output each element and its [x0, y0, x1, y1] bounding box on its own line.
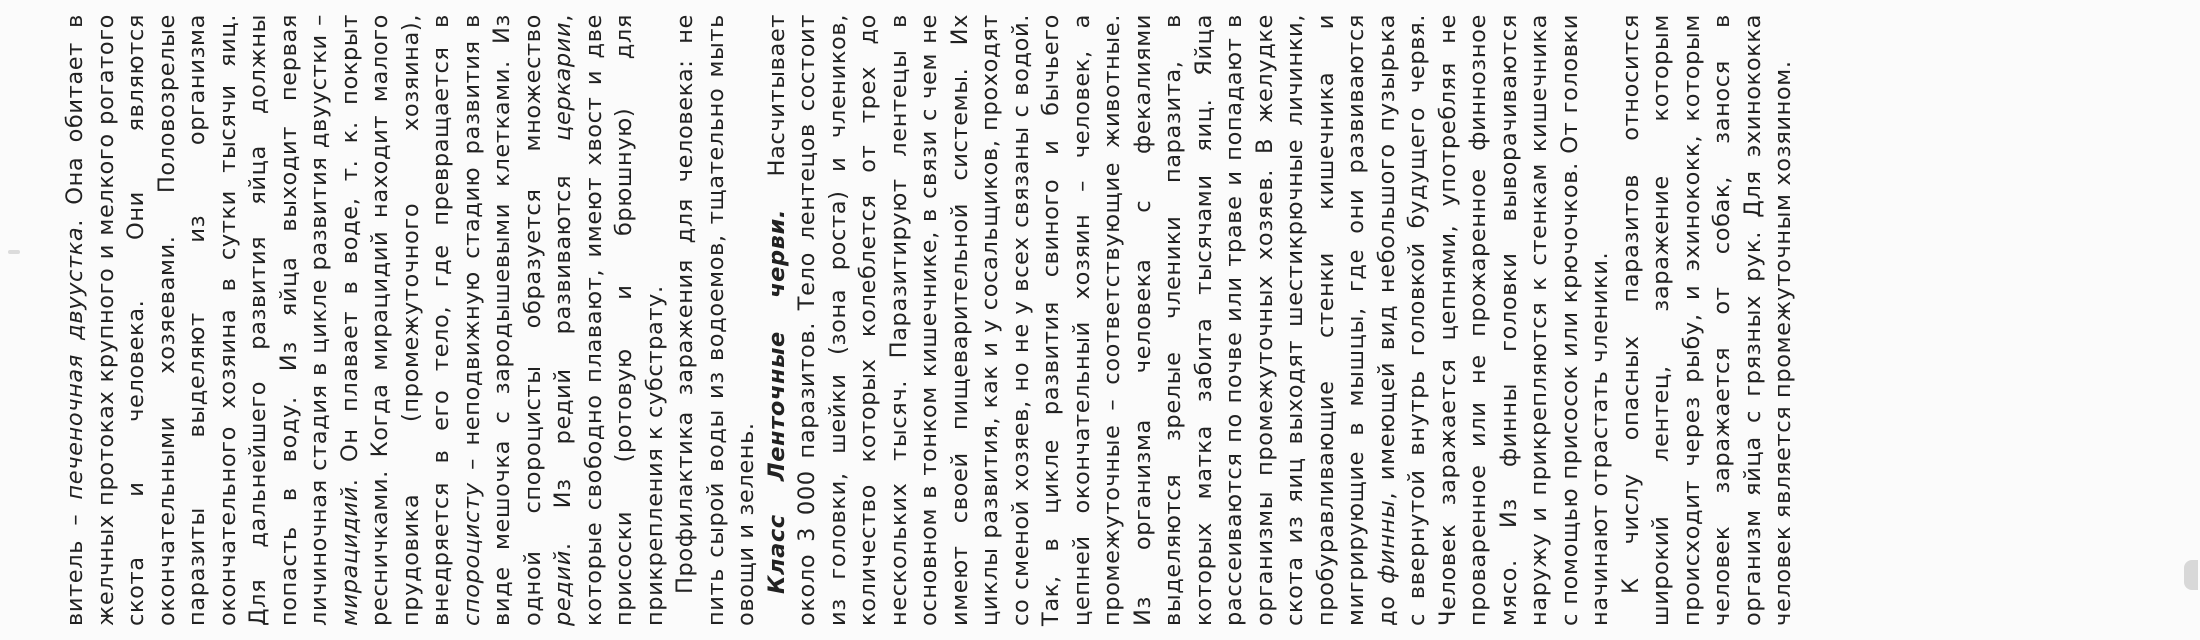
paragraph-dangerous-parasites: [1616, 14, 1799, 626]
term-liver-fluke: печеночная двуустка: [62, 226, 88, 500]
section-heading-tapeworms: Класс Ленточные черви.: [763, 208, 790, 594]
paragraph-prevention: [670, 14, 762, 626]
paragraph-liver-fluke: [60, 14, 670, 626]
text-segment: Насчитывает около 3 000 паразитов. Тело лентецов состоит из головки, шейки (зона роста) и члеников, количество которых колеблется от трех до нескольких тысяч. Паразитируют лентецы в основном в тонком кишечнике, в связи с чем не имеют своей пищеварительной системы. Их циклы развития, как и у сосальщиков, проходят со сменой хозяев, но не у всех связаны с водой. Так, в цикле развития свиного и бычьего цепней окончательный хозяин – человек, а промежуточные – соответствующие животные. Из организма человека с фекалиями выделяются зрелые членики паразита, в которых матка забита тысячами яиц. Яйца рассеиваются по почве или траве и попадают в организмы промежуточных хозяев. В желудке скота из яиц выходят шестикрючные личинки, пробуравливающие стенки кишечника и мигрирующие в мышцы, где они развиваются до: [763, 14, 1400, 626]
text-segment: . Он плавает в воде, т. к. покрыт ресничками. Когда мирацидий находит малого прудовика (промежуточного хозяина), внедряется в его тело, где превращается в: [336, 14, 454, 626]
text-segment: – неподвижную стадию развития в виде мешочка с зародышевыми клетками. Из одной спороцисты образуется множество: [458, 14, 546, 626]
paragraph-tapeworms: [762, 14, 1616, 626]
rotated-text-block: [60, 10, 2140, 630]
text-segment: . Из редий развиваются: [550, 140, 576, 551]
text-segment: . Она обитает в желчных протоках крупного и мелкого рогатого скота и человека. Они являются окончательными хозяевами. Половозрелые паразиты выделяют из организма окончательного хозяина в сутки тысячи яиц. Для дальнейшего развития яйца должны попасть в воду. Из яйца выходит первая личиночная стадия в цикле развития двуустки –: [62, 14, 332, 626]
term-sporocyst: спороцисту: [458, 482, 485, 626]
term-redia: редий: [550, 550, 576, 626]
term-finna: финны: [1373, 499, 1400, 584]
text-segment: , имеющей вид небольшого пузырька с ввернутой внутрь головкой будущего червя. Человек заражается цепнями, употребляя не проваренное или не прожаренное финнозное мясо. Из финны головки выворачиваются наружу и прикрепляются к стенкам кишечника с помощью присосок или крючочков. От головки начинают отрастать членики.: [1373, 14, 1613, 626]
text-segment: К числу опасных паразитов относится широкий лентец, заражение которым происходит через рыбу, и эхинококк, которым человек заражается от собак, занося в организм яйца с грязных рук. Для эхинококка человек является промежуточным хозяином.: [1617, 14, 1796, 626]
text-segment: Профилактика заражения для человека: не пить сырой воды из водоемов, тщательно мыть овощи и зелень.: [672, 14, 759, 626]
scan-edge-mark: [2184, 560, 2198, 590]
scan-speck: [8, 250, 20, 254]
term-cercaria: церкарии: [550, 21, 576, 141]
term-miracidium: мирацидий: [336, 486, 363, 626]
text-segment: , которые свободно плавают, имеют хвост и две присоски (ротовую и брюшную) для прикрепления к субстрату.: [550, 14, 668, 626]
text-segment: витель –: [62, 499, 88, 626]
